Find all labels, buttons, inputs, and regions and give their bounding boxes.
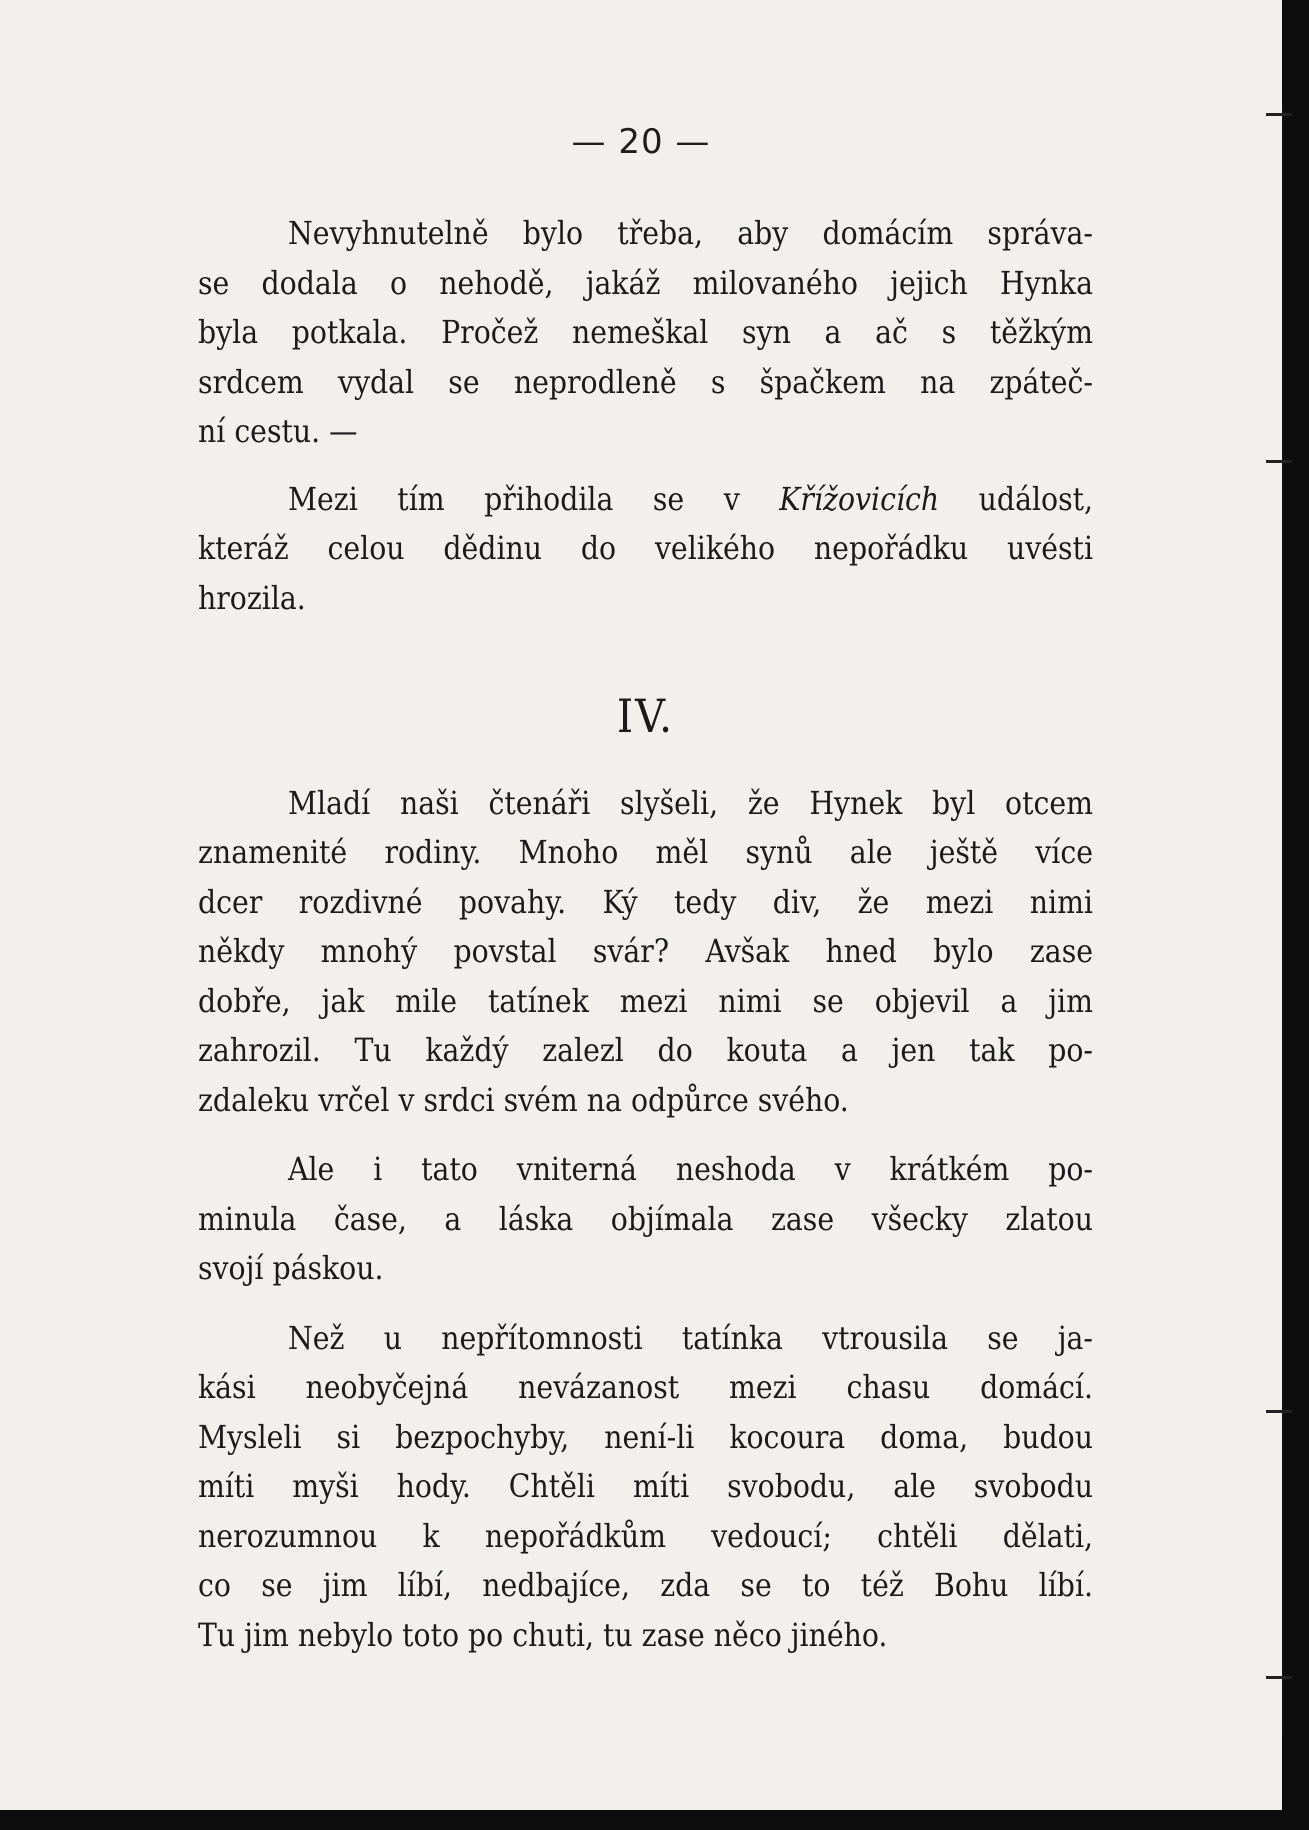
text-line: Tu jim nebylo toto po chuti, tu zase něco jiného.	[198, 1617, 888, 1654]
text-line: znamenité rodiny. Mnoho měl synů ale ještě více	[198, 835, 1093, 871]
text-line: dobře, jak mile tatínek mezi nimi se objevil a jim	[198, 983, 1093, 1020]
binding-tick	[1266, 1410, 1292, 1413]
text-line: Nevyhnutelně bylo třeba, aby domácím správa-	[288, 216, 1093, 252]
binding-tick	[1266, 113, 1292, 116]
place-name: Křížovicích	[779, 481, 940, 518]
text-line: Mysleli si bezpochyby, není-li kocoura doma, budou	[198, 1419, 1093, 1456]
paragraph-1	[198, 210, 1093, 458]
binding-tick	[1266, 460, 1292, 463]
paragraph-3	[198, 780, 1093, 1127]
text-line: zdaleku vrčel v srdci svém na odpůrce svého.	[198, 1082, 849, 1119]
scan-border-right	[1282, 0, 1309, 1830]
chapter-heading: IV.	[616, 689, 675, 743]
paragraph-2	[198, 476, 1093, 625]
binding-rule	[1282, 105, 1284, 1735]
text-line: někdy mnohý povstal svár? Avšak hned bylo zase	[198, 934, 1093, 970]
text-line: co se jim líbí, nedbajíce, zda se to též Bohu líbí.	[198, 1568, 1093, 1604]
text-line: nerozumnou k nepořádkům vedoucí; chtěli dělati,	[198, 1518, 1093, 1555]
binding-tick	[1266, 1676, 1292, 1679]
text-line: kteráž celou dědinu do velikého nepořádku uvésti	[198, 531, 1093, 567]
text-line: Než u nepřítomnosti tatínka vtrousila se ja-	[288, 1320, 1093, 1357]
text-line: se dodala o nehodě, jakáž milovaného jejich Hynka	[198, 265, 1093, 302]
text-line: hrozila.	[198, 580, 306, 617]
text-line: minula čase, a láska objímala zase všecky zlatou	[198, 1201, 1093, 1238]
paragraph-5	[198, 1315, 1093, 1662]
text-line: zahrozil. Tu každý zalezl do kouta a jen tak po-	[198, 1033, 1093, 1069]
text-line: byla potkala. Pročež nemeškal syn a ač s těžkým	[198, 315, 1093, 351]
page-number: — 20 —	[571, 122, 711, 162]
text-line: Mladí naši čtenáři slyšeli, že Hynek byl otcem	[288, 785, 1093, 822]
paragraph-4	[198, 1146, 1093, 1295]
text-line: ní cestu. —	[198, 414, 358, 450]
text-line	[198, 476, 1093, 526]
scan-border-bottom	[0, 1810, 1309, 1830]
text-line: kási neobyčejná nevázanost mezi chasu domácí.	[198, 1370, 1093, 1406]
text-body	[198, 210, 1093, 1661]
text-segment: Mezi tím přihodila se v	[288, 481, 780, 518]
text-line: svojí páskou.	[198, 1251, 384, 1287]
text-segment: událost,	[939, 481, 1093, 518]
text-line: srdcem vydal se neprodleně s špačkem na zpáteč-	[198, 364, 1093, 401]
text-line: míti myši hody. Chtěli míti svobodu, ale svobodu	[198, 1469, 1093, 1505]
text-line: Ale i tato vniterná neshoda v krátkém po-	[288, 1152, 1093, 1188]
text-line: dcer rozdivné povahy. Ký tedy div, že mezi nimi	[198, 884, 1093, 921]
